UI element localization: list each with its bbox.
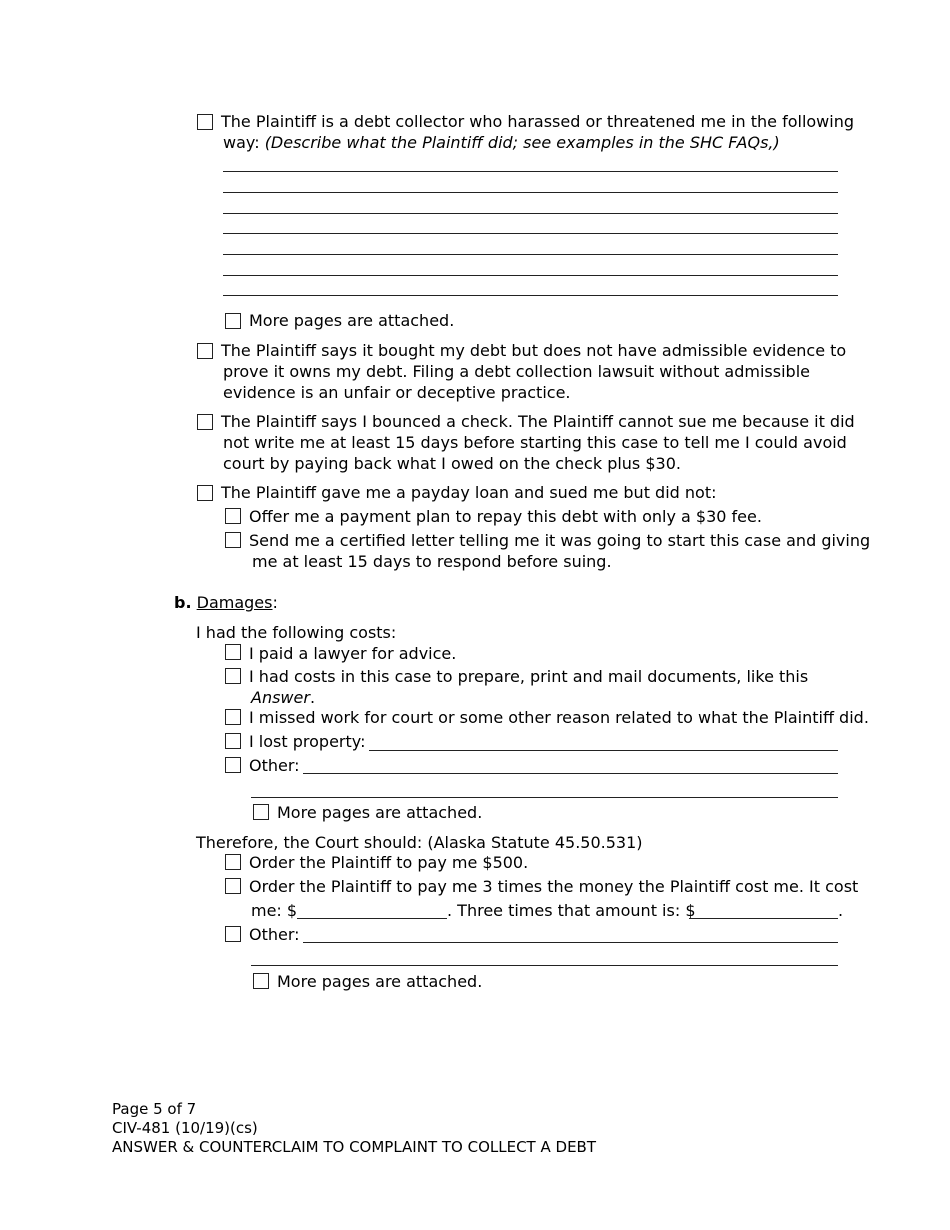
lawyer-checkbox[interactable] xyxy=(225,644,241,660)
harass-line-3[interactable] xyxy=(223,213,838,214)
bounced-check-line-3: court by paying back what I owed on the check plus $30. xyxy=(223,454,681,473)
triple-damages-line-1: Order the Plaintiff to pay me 3 times the money the Plaintiff cost me. It cost xyxy=(249,877,859,896)
three-times-field[interactable] xyxy=(689,918,838,919)
payday-label: The Plaintiff gave me a payday loan and sued me but did not: xyxy=(221,483,717,502)
damages-letter: b. xyxy=(174,593,192,612)
bought-debt-checkbox[interactable] xyxy=(197,343,213,359)
harass-line-4[interactable] xyxy=(223,233,838,234)
lost-property-label: I lost property: xyxy=(249,732,366,751)
payday-checkbox[interactable] xyxy=(197,485,213,501)
damages-other-label: Other: xyxy=(249,756,300,775)
court-other-label: Other: xyxy=(249,925,300,944)
court-more-pages-label: More pages are attached. xyxy=(277,972,483,991)
harass-more-pages-label: More pages are attached. xyxy=(249,311,455,330)
damages-heading xyxy=(174,593,278,613)
missed-work-checkbox[interactable] xyxy=(225,709,241,725)
lost-property-checkbox[interactable] xyxy=(225,733,241,749)
damages-more-pages-checkbox[interactable] xyxy=(253,804,269,820)
harass-line-1[interactable] xyxy=(223,171,838,172)
lost-property-field[interactable] xyxy=(369,750,838,751)
cost-me-field[interactable] xyxy=(297,918,447,919)
bought-debt-line-3: evidence is an unfair or deceptive practice. xyxy=(223,383,571,402)
footer-form-number: CIV-481 (10/19)(cs) xyxy=(112,1119,258,1137)
damages-colon: : xyxy=(272,593,278,612)
harass-line-6[interactable] xyxy=(223,275,838,276)
bounced-check-line-1: The Plaintiff says I bounced a check. The Plaintiff cannot sue me because it did xyxy=(221,412,855,431)
payday-certified-letter-line-1: Send me a certified letter telling me it was going to start this case and giving xyxy=(249,531,871,550)
payday-certified-letter-checkbox[interactable] xyxy=(225,532,241,548)
pay500-label: Order the Plaintiff to pay me $500. xyxy=(249,853,529,872)
damages-other-checkbox[interactable] xyxy=(225,757,241,773)
footer-page-number: Page 5 of 7 xyxy=(112,1100,197,1118)
payday-payment-plan-checkbox[interactable] xyxy=(225,508,241,524)
bought-debt-line-1: The Plaintiff says it bought my debt but does not have admissible evidence to xyxy=(221,341,847,360)
harass-hint: (Describe what the Plaintiff did; see examples in the SHC FAQs,) xyxy=(264,133,780,152)
damages-other-field-2[interactable] xyxy=(251,797,838,798)
damages-more-pages-label: More pages are attached. xyxy=(277,803,483,822)
answer-period: . xyxy=(309,688,316,707)
court-other-checkbox[interactable] xyxy=(225,926,241,942)
bounced-check-checkbox[interactable] xyxy=(197,414,213,430)
court-more-pages-checkbox[interactable] xyxy=(253,973,269,989)
harass-more-pages-checkbox[interactable] xyxy=(225,313,241,329)
three-times-period: . xyxy=(838,901,844,920)
answer-word: Answer xyxy=(251,688,310,707)
cost-me-label: me: $ xyxy=(251,901,298,920)
payday-payment-plan-label: Offer me a payment plan to repay this debt with only a $30 fee. xyxy=(249,507,762,526)
damages-other-field[interactable] xyxy=(303,773,838,774)
pay500-checkbox[interactable] xyxy=(225,854,241,870)
court-other-field-2[interactable] xyxy=(251,965,838,966)
court-other-field[interactable] xyxy=(303,942,838,943)
court-intro: Therefore, the Court should: (Alaska Statute 45.50.531) xyxy=(196,833,643,852)
harass-line-7[interactable] xyxy=(223,295,838,296)
lawyer-label: I paid a lawyer for advice. xyxy=(249,644,457,663)
harass-line-5[interactable] xyxy=(223,254,838,255)
bought-debt-line-2: prove it owns my debt. Filing a debt collection lawsuit without admissible xyxy=(223,362,810,381)
damages-title: Damages xyxy=(196,593,273,612)
harass-way-label: way: xyxy=(223,133,260,152)
case-costs-checkbox[interactable] xyxy=(225,668,241,684)
costs-intro: I had the following costs: xyxy=(196,623,397,642)
footer-form-title: ANSWER & COUNTERCLAIM TO COMPLAINT TO COLLECT A DEBT xyxy=(112,1138,596,1156)
missed-work-label: I missed work for court or some other reason related to what the Plaintiff did. xyxy=(249,708,869,727)
harass-way xyxy=(223,133,780,153)
harass-checkbox[interactable] xyxy=(197,114,213,130)
case-costs-line-1: I had costs in this case to prepare, print and mail documents, like this xyxy=(249,667,809,686)
harass-line-2[interactable] xyxy=(223,192,838,193)
three-times-label: . Three times that amount is: $ xyxy=(447,901,696,920)
harass-label: The Plaintiff is a debt collector who harassed or threatened me in the following xyxy=(221,112,855,131)
case-costs-line-2 xyxy=(251,688,315,708)
bounced-check-line-2: not write me at least 15 days before starting this case to tell me I could avoid xyxy=(223,433,847,452)
payday-certified-letter-line-2: me at least 15 days to respond before suing. xyxy=(252,552,612,571)
triple-damages-checkbox[interactable] xyxy=(225,878,241,894)
